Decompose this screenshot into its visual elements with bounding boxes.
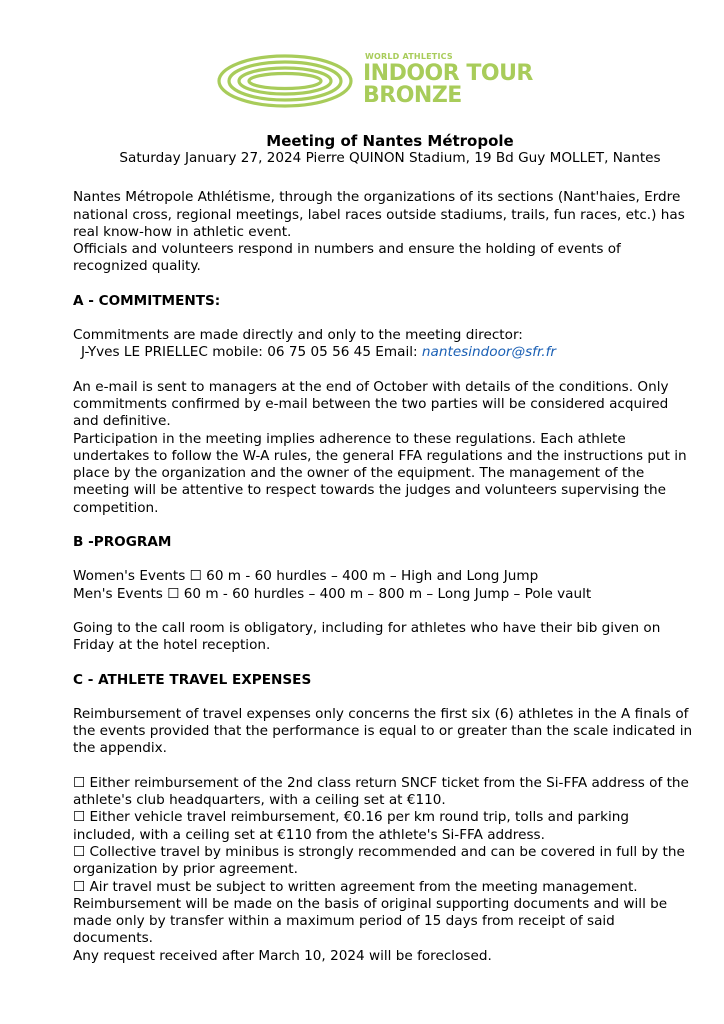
program-men: Men's Events ☐ 60 m - 60 hurdles – 400 m – 800 m – Long Jump – Pole vault [73, 585, 592, 602]
logo-bronze: BRONZE [363, 83, 462, 108]
travel-item: Reimbursement will be made on the basis of original supporting documents and will be made only by transfer within a maximum period of 15 days from receipt of said documents. [73, 895, 668, 947]
commitments-line: Commitments are made directly and only to the meeting director: [73, 327, 523, 344]
logo-indoor-tour: INDOOR TOUR [363, 61, 533, 86]
travel-item: Any request received after March 10, 2024 will be foreclosed. [73, 947, 492, 964]
commitments-paragraph: An e-mail is sent to managers at the end of October with details of the conditions. Only commitments confirmed by e-mail between the two parties will be considered acquired and definitive. [73, 378, 669, 430]
logo-world-athletics: WORLD ATHLETICS [365, 52, 453, 61]
section-heading-travel: C - ATHLETE TRAVEL EXPENSES [73, 671, 312, 688]
section-heading-commitments: A - COMMITMENTS: [73, 292, 221, 309]
intro-paragraph: Nantes Métropole Athlétisme, through the organizations of its sections (Nant'haies, Erdre national cross, regional meetings, label races outside stadiums, trails, fun races, etc.) has real know-how in athletic event. [73, 189, 685, 240]
intro-paragraph: Officials and volunteers respond in numbers and ensure the holding of events of recognized quality. [73, 241, 621, 275]
page-subtitle: Saturday January 27, 2024 Pierre QUINON Stadium, 19 Bd Guy MOLLET, Nantes [119, 150, 661, 166]
email-link[interactable]: nantesindoor@sfr.fr [421, 344, 557, 361]
document-body [73, 132, 693, 965]
section-heading-program: B -PROGRAM [73, 534, 172, 551]
travel-item: ☐ Collective travel by minibus is strongly recommended and can be covered in full by the organization by prior agreement. [73, 843, 685, 878]
travel-item: ☐ Either reimbursement of the 2nd class return SNCF ticket from the Si-FFA address of the athlete's club headquarters, with a ceiling set at €110. [73, 774, 689, 809]
travel-item: ☐ Either vehicle travel reimbursement, €0.16 per km round trip, tolls and parking included, with a ceiling set at €110 from the athlete's Si-FFA address. [73, 809, 629, 843]
travel-intro: Reimbursement of travel expenses only concerns the first six (6) athletes in the A finals of the events provided that the performance is equal to or greater than the scale indicated in the appendix. [73, 705, 693, 757]
program-call-room: Going to the call room is obligatory, including for athletes who have their bib given on Friday at the hotel reception. [73, 619, 661, 654]
indoor-tour-logo [217, 52, 557, 110]
page-title: Meeting of Nantes Métropole [266, 132, 514, 150]
travel-item: ☐ Air travel must be subject to written agreement from the meeting management. [73, 878, 638, 895]
contact-text: J-Yves LE PRIELLEC mobile: 06 75 05 56 45 Email: [81, 344, 422, 361]
contact-line [73, 344, 693, 361]
stadium-logo-icon [217, 52, 357, 110]
program-women: Women's Events ☐ 60 m - 60 hurdles – 400 m – High and Long Jump [73, 568, 539, 585]
commitments-paragraph: Participation in the meeting implies adherence to these regulations. Each athlete undertakes to follow the W-A rules, the general FFA regulations and the instructions put in place by the organization and the owner of the equipment. The management of the meeting will be attentive to respect towards the judges and volunteers supervising the competition. [73, 430, 687, 516]
